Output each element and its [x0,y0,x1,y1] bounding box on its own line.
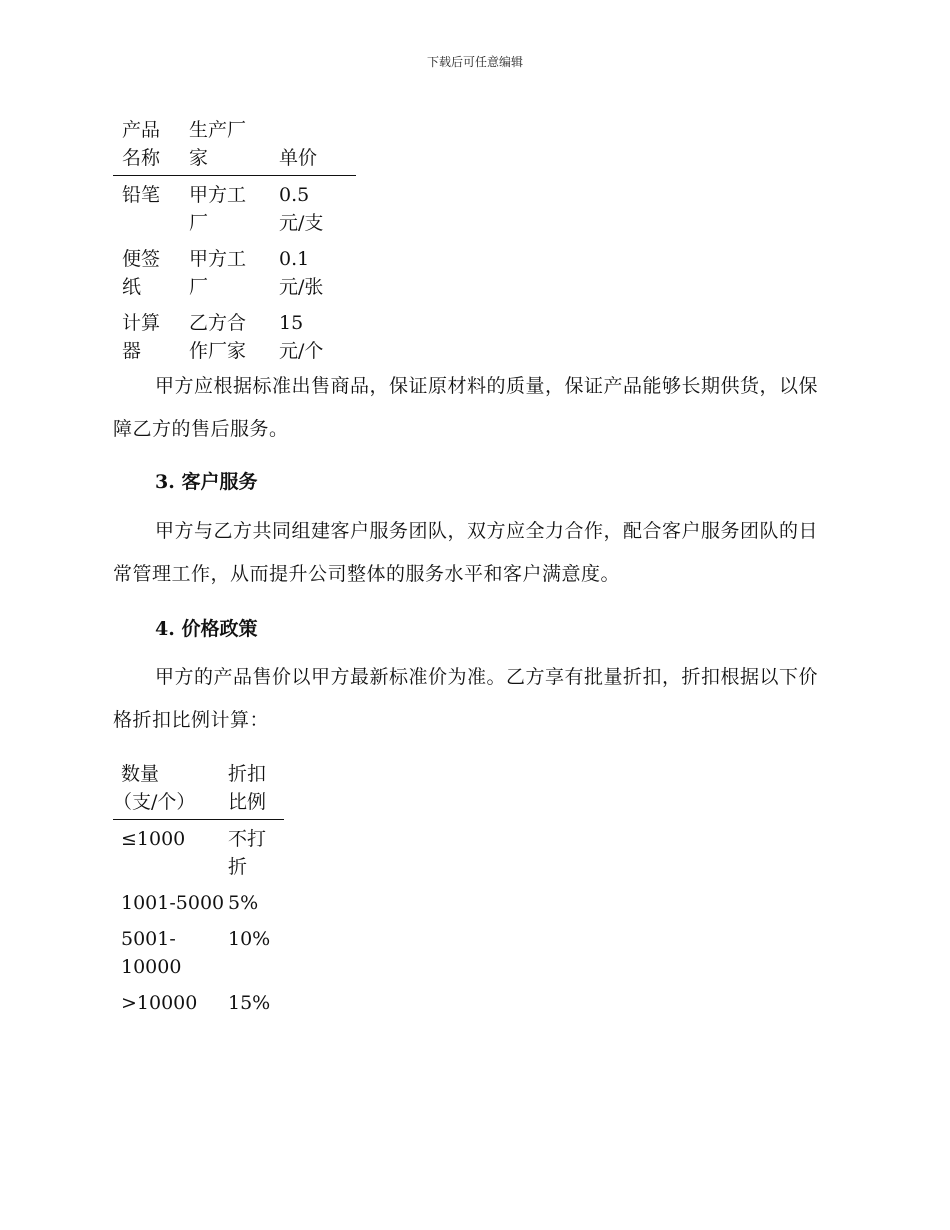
cell-price: 0.1 元/张 [279,248,324,298]
cell-discount: 不打 折 [228,828,267,878]
header-discount-rate: 折扣 比例 [228,760,284,820]
cell-price: 0.5 元/支 [279,184,324,234]
table-header-row [113,760,284,820]
cell-discount: 5% [228,892,259,914]
table-row [113,240,356,304]
cell-manufacturer: 甲方工 厂 [189,184,247,234]
cell-quantity: 1001-5000 [121,892,225,914]
table-header-row [113,116,356,176]
cell-manufacturer: 甲方工 厂 [189,248,247,298]
cell-quantity: >10000 [121,992,198,1014]
cell-product: 铅笔 [122,184,161,206]
paragraph-supply: 甲方应根据标准出售商品，保证原材料的质量，保证产品能够长期供货，以保障乙方的售后服务。 [113,375,819,440]
section-heading-customer-service: 3. 客户服务 [155,471,258,493]
header-note: 下载后可任意编辑 [426,55,523,69]
cell-product: 便签 纸 [122,248,161,298]
table-row [113,984,284,1020]
cell-discount: 10% [228,928,271,950]
header-unit-price: 单价 [279,116,356,176]
table-row [113,884,284,920]
cell-quantity: ≤1000 [121,828,186,850]
header-product-name: 产品 名称 [113,116,180,176]
header-quantity: 数量 （支/个） [113,760,228,820]
cell-discount: 15% [228,992,271,1014]
table-row [113,920,284,984]
table-row [113,820,284,885]
section-heading-price-policy: 4. 价格政策 [155,618,258,640]
cell-manufacturer: 乙方合 作厂家 [189,312,247,362]
header-manufacturer: 生产厂 家 [180,116,279,176]
table-row [113,304,356,368]
cell-quantity: 5001-10000 [121,928,182,978]
product-table [113,116,356,368]
table-row [113,176,356,241]
paragraph-price-policy: 甲方的产品售价以甲方最新标准价为准。乙方享有批量折扣，折扣根据以下价格折扣比例计算： [113,666,819,731]
cell-price: 15 元/个 [279,312,324,362]
cell-product: 计算 器 [122,312,161,362]
paragraph-customer-service: 甲方与乙方共同组建客户服务团队，双方应全力合作，配合客户服务团队的日常管理工作，从而提升公司整体的服务水平和客户满意度。 [113,520,819,585]
discount-table [113,760,284,1020]
